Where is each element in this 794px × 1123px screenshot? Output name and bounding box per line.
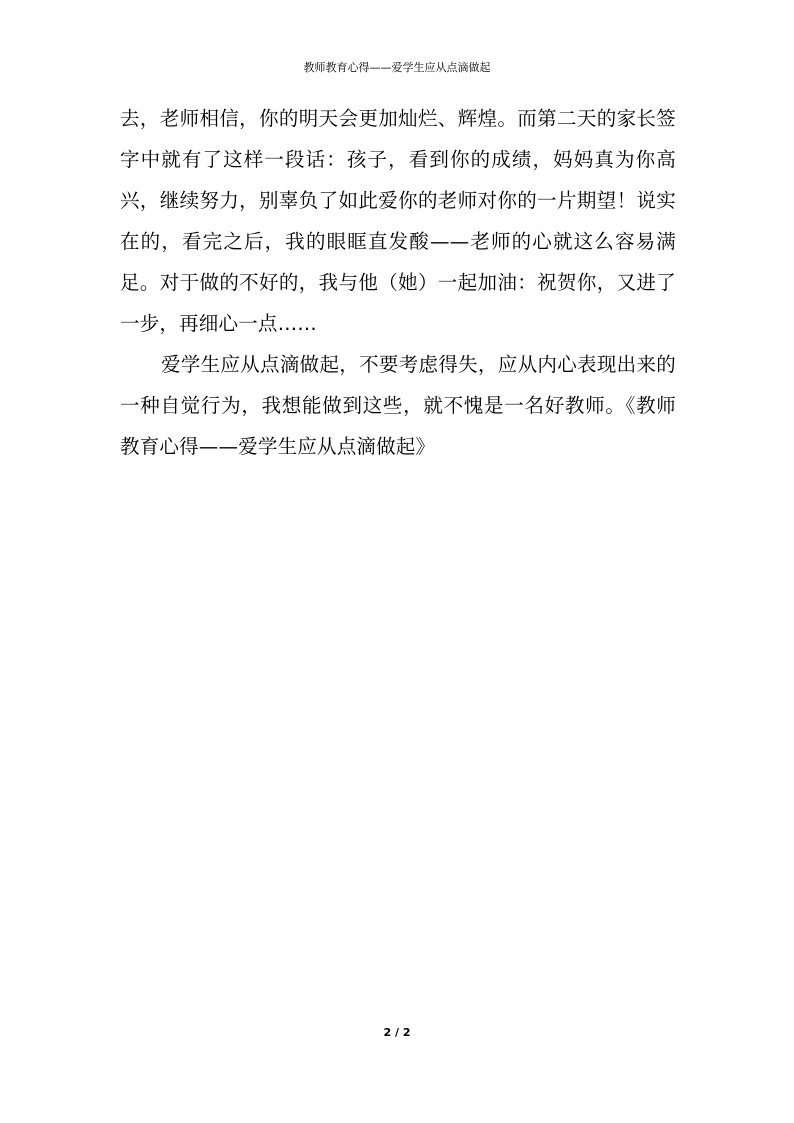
header-divider — [120, 80, 674, 81]
page-header-title: 教师教育心得——爱学生应从点滴做起 — [303, 61, 491, 74]
document-body — [120, 98, 676, 467]
paragraph-continuation: 去，老师相信，你的明天会更加灿烂、辉煌。而第二天的家长签字中就有了这样一段话：孩子，看到你的成绩，妈妈真为你高兴，继续努力，别辜负了如此爱你的老师对你的一片期望！说实在的，看完之后，我的眼眶直发酸——老师的心就这么容易满足。对于做的不好的，我与他（她）一起加油：祝贺你，又进了一步，再细心一点…… — [120, 107, 676, 335]
paragraph-conclusion: 爱学生应从点滴做起，不要考虑得失，应从内心表现出来的一种自觉行为，我想能做到这些，就不愧是一名好教师。《教师教育心得——爱学生应从点滴做起》 — [120, 353, 676, 458]
page-number: 2 / 2 — [383, 1026, 411, 1039]
